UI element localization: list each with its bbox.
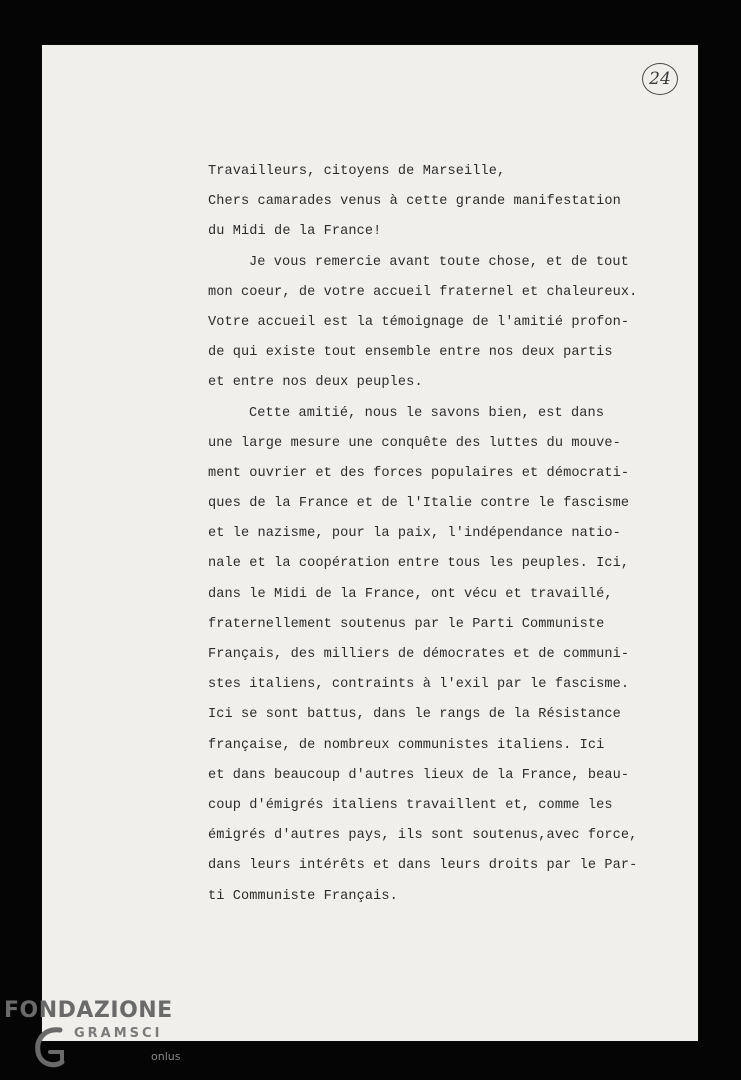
text-line: ques de la France et de l'Italie contre le fascisme — [208, 496, 630, 512]
text-line: Travailleurs, citoyens de Marseille, — [208, 164, 506, 179]
text-line: Ici se sont battus, dans le rangs de la Résistance — [208, 707, 621, 723]
text-line: dans leurs intérêts et dans leurs droits par le Par- — [208, 858, 638, 874]
text-line: et entre nos deux peuples. — [208, 375, 423, 391]
typed-letter-body — [208, 157, 668, 912]
text-line: émigrés d'autres pays, ils sont soutenus,avec force, — [208, 828, 638, 844]
gramsci-logo-swirl-icon — [30, 1022, 74, 1072]
watermark-line-3: onlus — [151, 1050, 181, 1063]
text-line: ment ouvrier et des forces populaires et démocrati- — [208, 465, 630, 481]
text-line: et dans beaucoup d'autres lieux de la France, beau- — [208, 767, 630, 783]
text-line: stes italiens, contraints à l'exil par le fascisme. — [208, 677, 630, 693]
text-line: française, de nombreux communistes italiens. Ici — [208, 737, 605, 753]
text-line: du Midi de la France! — [208, 224, 382, 240]
fondazione-gramsci-watermark — [4, 998, 194, 1078]
text-line: Votre accueil est la témoignage de l'amitié profon- — [208, 314, 630, 330]
text-line: Chers camarades venus à cette grande manifestation — [208, 194, 621, 210]
typed-page — [42, 45, 698, 1041]
text-line: de qui existe tout ensemble entre nos deux partis — [208, 345, 613, 361]
text-line: coup d'émigrés italiens travaillent et, comme les — [208, 797, 613, 813]
text-line: fraternellement soutenus par le Parti Communiste — [208, 616, 605, 632]
text-line: Je vous remercie avant toute chose, et de tout — [249, 254, 629, 270]
text-line: et le nazisme, pour la paix, l'indépendance natio- — [208, 526, 621, 542]
text-line: nale et la coopération entre tous les peuples. Ici, — [208, 556, 630, 572]
watermark-line-2: GRAMSCI — [74, 1026, 163, 1041]
watermark-line-1: FONDAZIONE — [4, 998, 173, 1023]
text-line: Français, des milliers de démocrates et de communi- — [208, 647, 630, 662]
page-number-circled: 24 — [642, 63, 678, 95]
text-line: une large mesure une conquête des luttes du mouve- — [208, 435, 621, 451]
text-line: Cette amitié, nous le savons bien, est dans — [249, 405, 605, 421]
text-line: dans le Midi de la France, ont vécu et travaillé, — [208, 586, 613, 602]
text-line: mon coeur, de votre accueil fraternel et chaleureux. — [208, 284, 638, 300]
text-line: ti Communiste Français. — [208, 888, 398, 904]
